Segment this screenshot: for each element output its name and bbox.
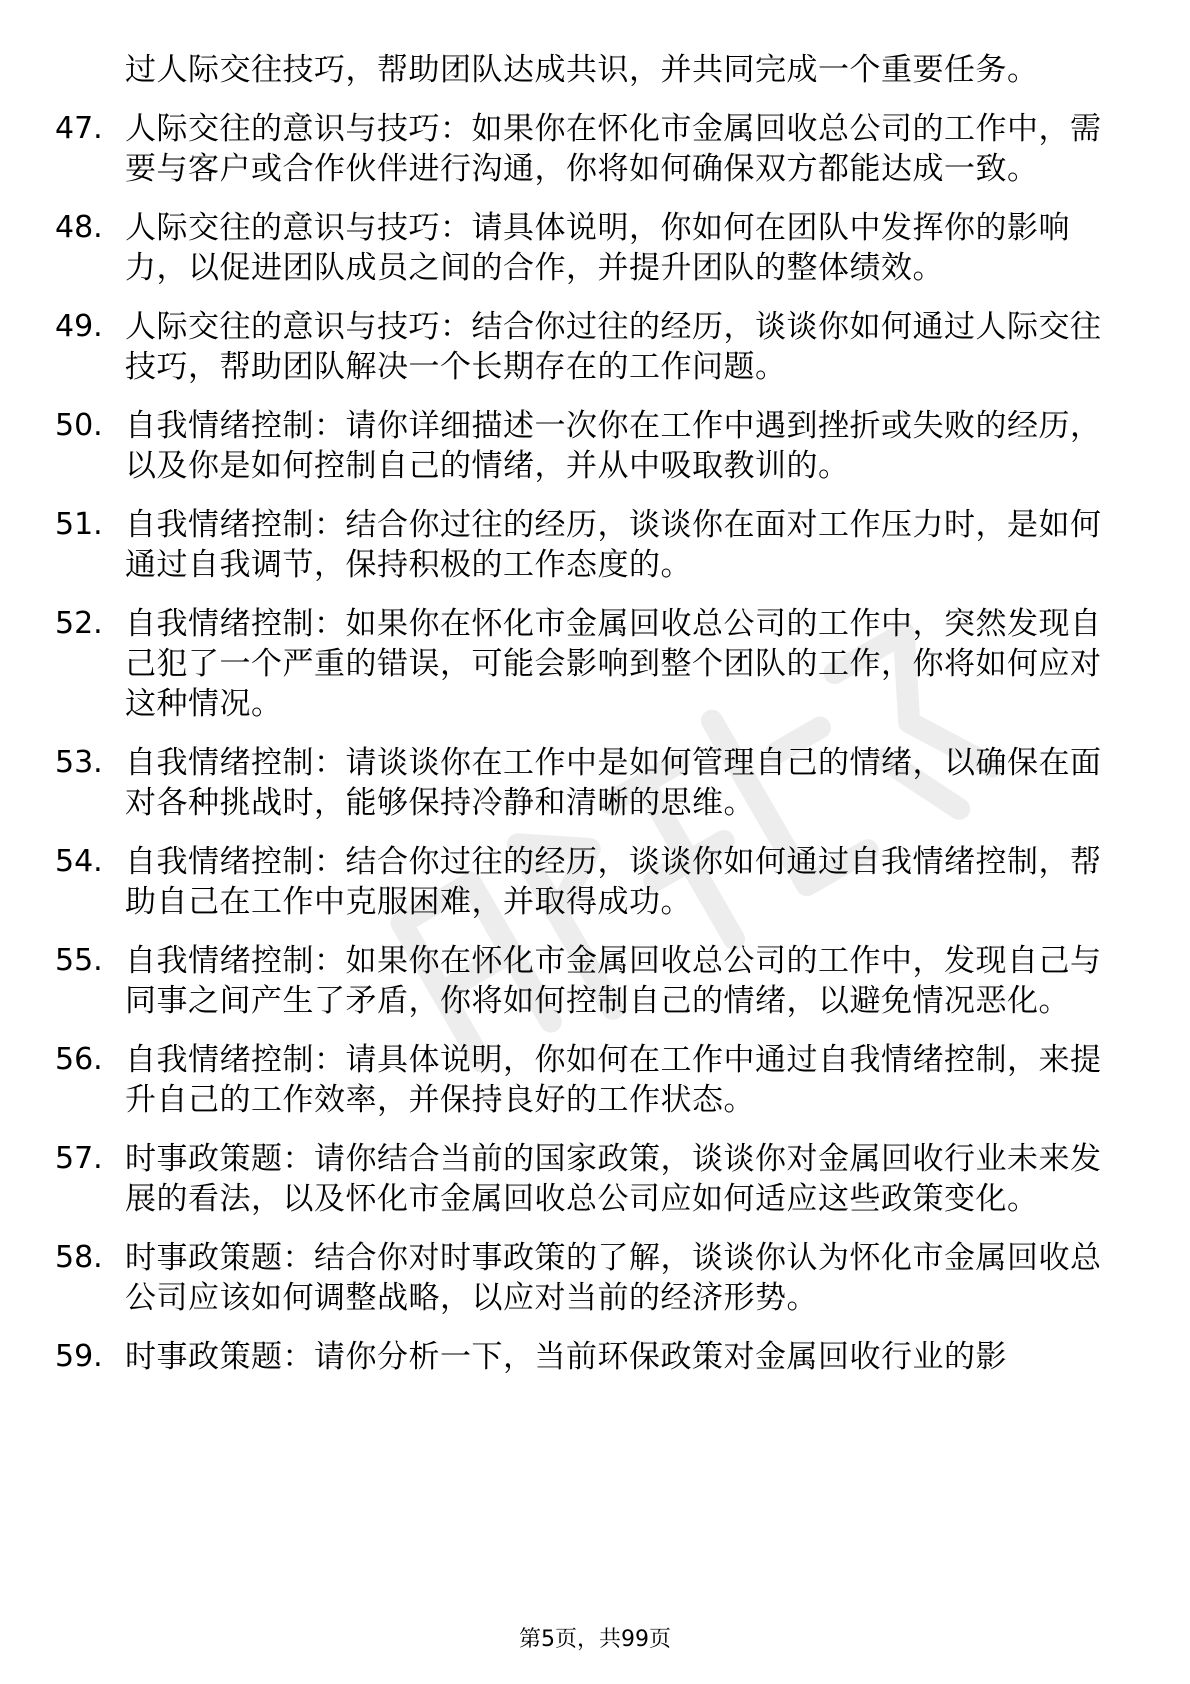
item-text: 过人际交往技巧，帮助团队达成共识，并共同完成一个重要任务。: [125, 52, 1039, 88]
item-number: 55.: [55, 943, 103, 978]
page-number-footer: 第5页，共99页: [519, 1627, 671, 1652]
list-item: [55, 406, 1115, 486]
item-text: 自我情绪控制：结合你过往的经历，谈谈你如何通过自我情绪控制，帮助自己在工作中克服困难，并取得成功。: [125, 844, 1102, 920]
item-number: 47.: [55, 111, 103, 146]
item-text: 自我情绪控制：请具体说明，你如何在工作中通过自我情绪控制，来提升自己的工作效率，并保持良好的工作状态。: [125, 1042, 1102, 1118]
item-number: 56.: [55, 1042, 103, 1077]
list-item: [55, 1139, 1115, 1219]
item-text: 人际交往的意识与技巧：结合你过往的经历，谈谈你如何通过人际交往技巧，帮助团队解决一个长期存在的工作问题。: [125, 309, 1102, 385]
item-number: 51.: [55, 507, 103, 542]
item-text: 自我情绪控制：请谈谈你在工作中是如何管理自己的情绪，以确保在面对各种挑战时，能够保持冷静和清晰的思维。: [125, 745, 1102, 821]
item-text: 时事政策题：请你分析一下，当前环保政策对金属回收行业的影: [125, 1339, 1007, 1375]
item-text: 时事政策题：结合你对时事政策的了解，谈谈你认为怀化市金属回收总公司应该如何调整战略，以应对当前的经济形势。: [125, 1240, 1102, 1316]
item-text: 自我情绪控制：如果你在怀化市金属回收总公司的工作中，发现自己与同事之间产生了矛盾，你将如何控制自己的情绪，以避免情况恶化。: [125, 943, 1102, 1019]
item-number: 48.: [55, 210, 103, 245]
list-item: [55, 109, 1115, 189]
item-text: 时事政策题：请你结合当前的国家政策，谈谈你对金属回收行业未来发展的看法，以及怀化市金属回收总公司应如何适应这些政策变化。: [125, 1141, 1102, 1217]
item-text: 人际交往的意识与技巧：请具体说明，你如何在团队中发挥你的影响力，以促进团队成员之间的合作，并提升团队的整体绩效。: [125, 210, 1070, 286]
item-text: 自我情绪控制：结合你过往的经历，谈谈你在面对工作压力时，是如何通过自我调节，保持积极的工作态度的。: [125, 507, 1102, 583]
item-number: 58.: [55, 1240, 103, 1275]
list-item-continuation: [55, 50, 1115, 90]
list-item: [55, 307, 1115, 387]
list-item: [55, 208, 1115, 288]
item-number: 59.: [55, 1339, 103, 1374]
list-item: [55, 743, 1115, 823]
list-item: [55, 842, 1115, 922]
item-number: 52.: [55, 606, 103, 641]
item-number: 53.: [55, 745, 103, 780]
list-item: [55, 1040, 1115, 1120]
question-list: [55, 50, 1115, 1396]
list-item: [55, 505, 1115, 585]
list-item: [55, 941, 1115, 1021]
list-item: [55, 1337, 1115, 1377]
item-text: 自我情绪控制：如果你在怀化市金属回收总公司的工作中，突然发现自己犯了一个严重的错误，可能会影响到整个团队的工作，你将如何应对这种情况。: [125, 606, 1102, 722]
item-number: 50.: [55, 408, 103, 443]
item-number: 49.: [55, 309, 103, 344]
item-text: 人际交往的意识与技巧：如果你在怀化市金属回收总公司的工作中，需要与客户或合作伙伴进行沟通，你将如何确保双方都能达成一致。: [125, 111, 1102, 187]
list-item: [55, 1238, 1115, 1318]
list-item: [55, 604, 1115, 724]
item-number: 57.: [55, 1141, 103, 1176]
item-number: 54.: [55, 844, 103, 879]
item-text: 自我情绪控制：请你详细描述一次你在工作中遇到挫折或失败的经历，以及你是如何控制自己的情绪，并从中吸取教训的。: [125, 408, 1102, 484]
